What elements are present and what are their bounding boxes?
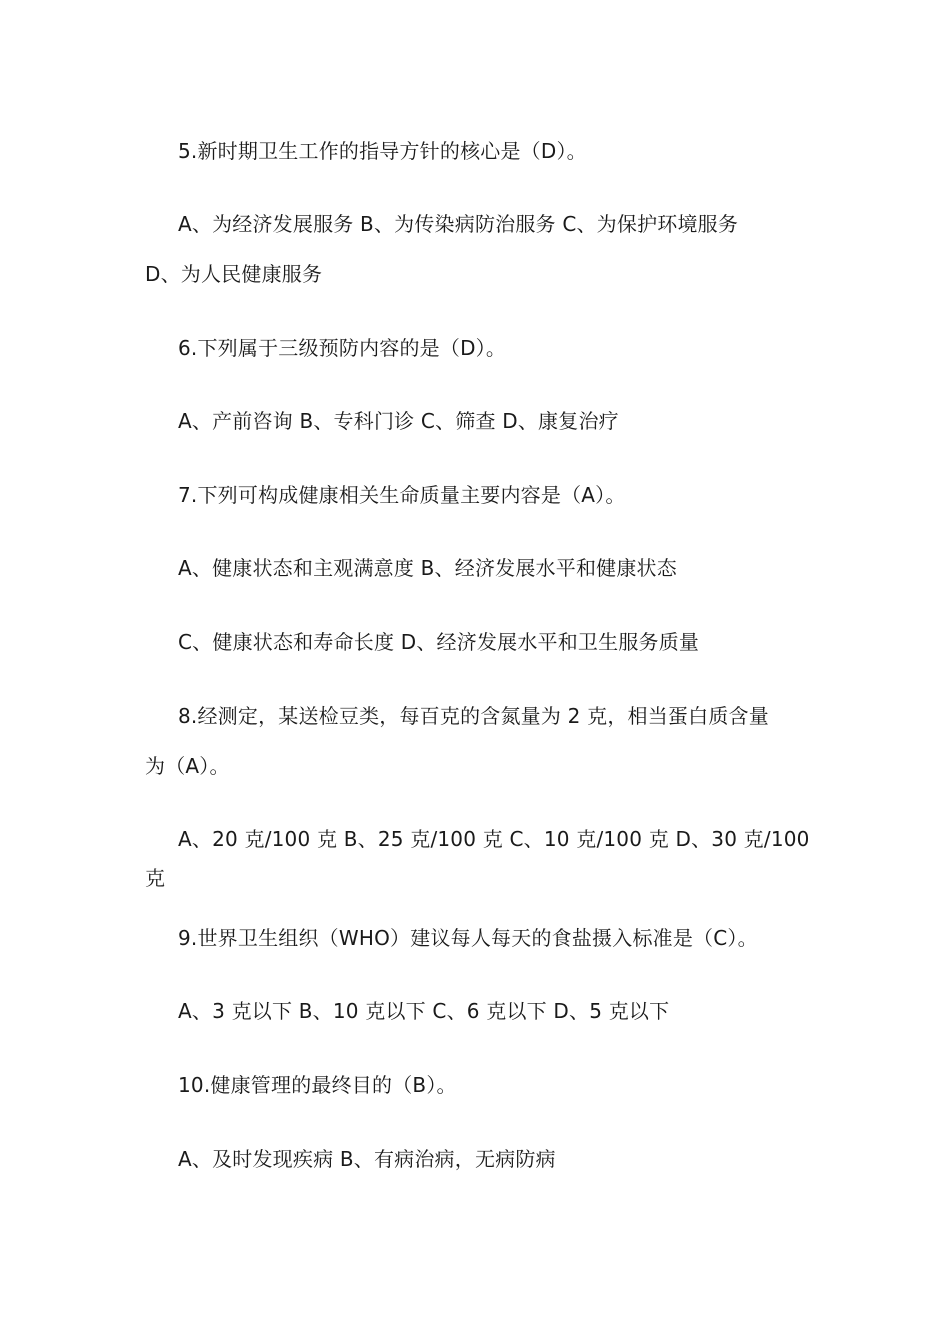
question-8-options-continued: 克 xyxy=(145,866,166,890)
question-5-text: 5.新时期卫生工作的指导方针的核心是（D）。 xyxy=(178,139,587,163)
question-5-options: A、为经济发展服务 B、为传染病防治服务 C、为保护环境服务 xyxy=(178,212,739,236)
question-10-options: A、及时发现疾病 B、有病治病，无病防病 xyxy=(178,1147,556,1171)
question-10-text: 10.健康管理的最终目的（B）。 xyxy=(178,1073,457,1097)
question-7-options-cd: C、健康状态和寿命长度 D、经济发展水平和卫生服务质量 xyxy=(178,630,700,654)
question-5-options-continued: D、为人民健康服务 xyxy=(145,262,323,286)
question-9-options: A、3 克以下 B、10 克以下 C、6 克以下 D、5 克以下 xyxy=(178,999,670,1023)
question-6-text: 6.下列属于三级预防内容的是（D）。 xyxy=(178,336,507,360)
question-8-options: A、20 克/100 克 B、25 克/100 克 C、10 克/100 克 D、30 克/100 xyxy=(178,827,810,851)
question-6-options: A、产前咨询 B、专科门诊 C、筛查 D、康复治疗 xyxy=(178,409,619,433)
question-7-text: 7.下列可构成健康相关生命质量主要内容是（A）。 xyxy=(178,483,626,507)
question-7-options-ab: A、健康状态和主观满意度 B、经济发展水平和健康状态 xyxy=(178,556,677,580)
question-8-text-continued: 为（A）。 xyxy=(145,754,230,778)
question-9-text: 9.世界卫生组织（WHO）建议每人每天的食盐摄入标准是（C）。 xyxy=(178,926,758,950)
question-8-text: 8.经测定，某送检豆类，每百克的含氮量为 2 克，相当蛋白质含量 xyxy=(178,704,769,728)
